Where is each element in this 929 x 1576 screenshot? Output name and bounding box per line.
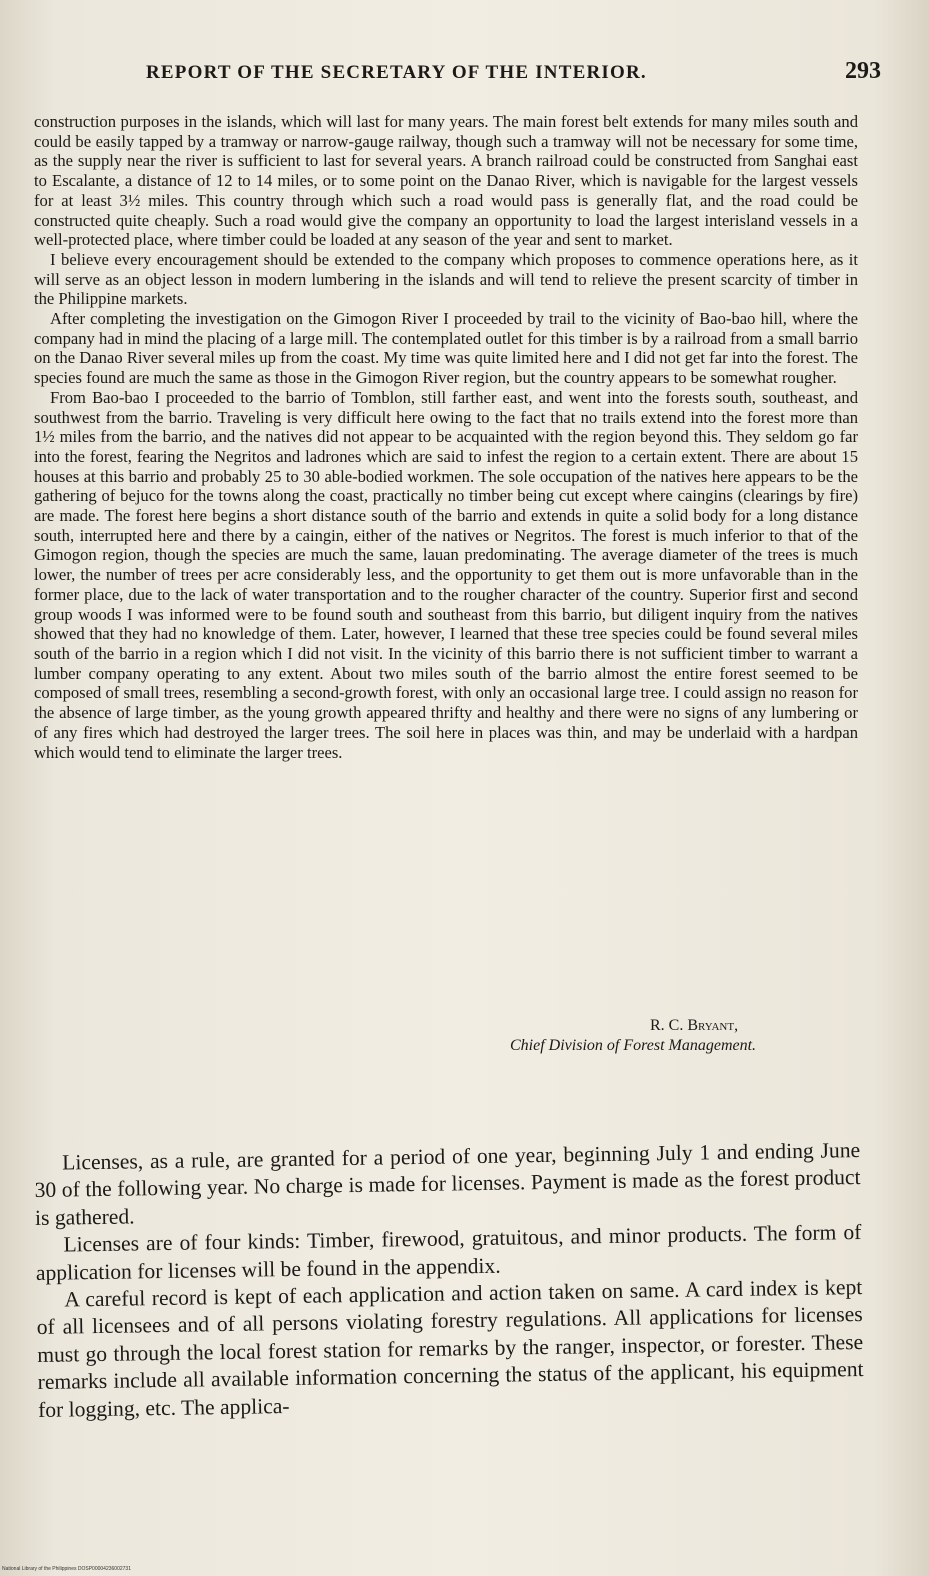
main-text	[34, 1137, 864, 1424]
report-paragraph: I believe every encouragement should be extended to the company which proposes to commence operations here, as it will serve as an object lesson in modern lumbering in the islands and will tend to relieve the present scarcity of timber in the Philippine markets.	[34, 249, 858, 309]
page-number: 293	[845, 58, 881, 84]
page-header	[34, 58, 889, 98]
report-paragraph: After completing the investigation on the Gimogon River I proceeded by trail to the vicinity of Bao-bao hill, where the company had in mind the placing of a large mill. The contemplated outlet for this timber is by a railroad from a small barrio on the Danao River several miles up from the coast. My time was quite limited here and I did not get far into the forest. The species found are much the same as those in the Gimogon River region, but the country appears to be somewhat rougher.	[34, 309, 858, 388]
signature-name: R. C. Bryant,	[650, 1017, 739, 1034]
report-paragraph: construction purposes in the islands, which will last for many years. The main forest belt extends for many miles south and could be easily tapped by a tramway or narrow-gauge railway, though such a tramway will not be necessary for some time, as the supply near the river is sufficient to last for several years. A branch railroad could be constructed from Sanghai east to Escalante, a distance of 12 to 14 miles, or to some point on the Danao River, which is navigable for the largest vessels for at least 3½ miles. This country through which such a road would pass is generally flat, and the road could be constructed quite cheaply. Such a road would give the company an opportunity to load the largest interisland vessels in a well-protected place, where timber could be loaded at any season of the year and sent to market.	[34, 112, 858, 250]
signature-title: Chief Division of Forest Management.	[510, 1037, 757, 1054]
main-paragraph: Licenses are of four kinds: Timber, firewood, gratuitous, and minor products. The form of application for licenses will be found in the appendix.	[35, 1220, 862, 1285]
report-paragraph: From Bao-bao I proceeded to the barrio of Tomblon, still farther east, and went into the forests south, southeast, and southwest from the barrio. Traveling is very difficult here owing to the fact that no trails extend into the forest more than 1½ miles from the barrio, and the natives did not appear to be acquainted with the region beyond this. They seldom go far into the forest, fearing the Negritos and ladrones which are said to infest the region to a certain extent. There are about 15 houses at this barrio and probably 25 to 30 able-bodied workmen. The sole occupation of the natives here appears to be the gathering of bejuco for the towns along the coast, practically no timber being cut except where caingins (clearings by fire) are made. The forest here begins a short distance south of the barrio and extends in quite a solid body for a long distance south, interrupted here and there by a caingin, either of the natives or Negritos. The forest is much inferior to that of the Gimogon region, though the species are much the same, lauan predominating. The average diameter of the trees is much lower, the number of trees per acre considerably less, and the opportunity to get them out is more unfavorable than in the former place, due to the lack of water transportation and to the rougher character of the country. Superior first and second group woods I was informed were to be found south and southeast from this barrio, but diligent inquiry from the natives showed that they had no knowledge of them. Later, however, I learned that these tree species could be found several miles south of the barrio in a region which I did not visit. In the vicinity of this barrio there is not sufficient timber to warrant a lumber company operating to any extent. About two miles south of the barrio almost the entire forest seemed to be composed of small trees, resembling a second-growth forest, with only an occasional large tree. I could assign no reason for the absence of large timber, as the young growth appeared thrifty and healthy and there were no signs of any lumbering or of any fires which had destroyed the larger trees. The soil here in places was thin, and may be underlaid with a hardpan which would tend to eliminate the larger trees.	[34, 387, 858, 762]
main-paragraph: Licenses, as a rule, are granted for a period of one year, beginning July 1 and ending June 30 of the following year. No charge is made for licenses. Payment is made as the forest product is gathered.	[34, 1138, 861, 1230]
scan-credit: National Library of the Philippines DOSP00004236002731	[2, 1566, 131, 1572]
running-head: REPORT OF THE SECRETARY OF THE INTERIOR.	[146, 62, 647, 83]
main-paragraph: A careful record is kept of each application and action taken on same. A card index is kept of all licensees and of all persons violating forestry regulations. All applications for licenses must go through the local forest station for remarks by the ranger, inspector, or forester. These remarks include all available information concerning the status of the applicant, his equipment for logging, etc. The applica-	[36, 1275, 864, 1422]
report-text	[34, 112, 858, 762]
signature-block	[500, 1016, 840, 1056]
